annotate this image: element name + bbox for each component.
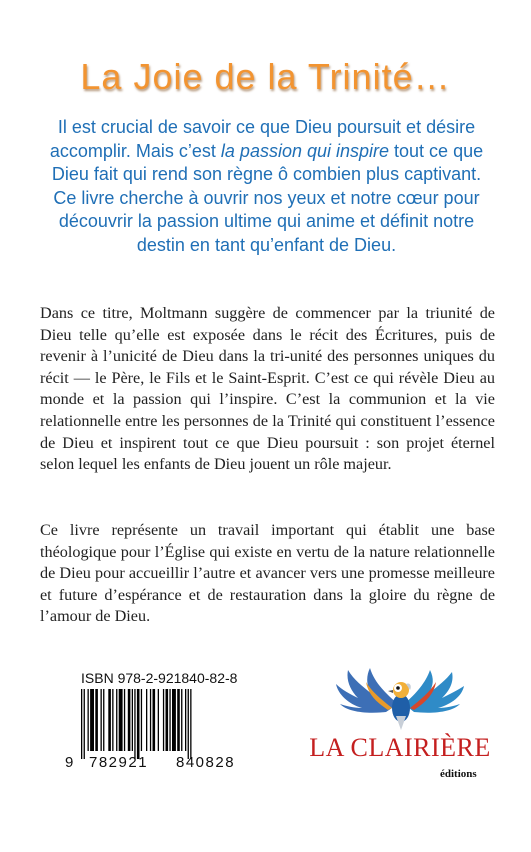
barcode-bar [169,689,170,751]
intro-text-end: tout ce que Dieu fait qui rend son règne ô combien plus captivant. Ce livre cherche à ouvrir nos yeux et notre cœur pour découvrir la passion ultime qui anime et définit notre destin en tant qu’enfant de Dieu. [51,140,484,255]
barcode-bar [132,689,133,751]
barcode-bar [119,689,123,751]
barcode-bar [84,689,85,759]
barcode-bar [108,689,111,751]
barcode-bar [185,689,186,751]
barcode-bar [172,689,176,751]
body-paragraph-1: Dans ce titre, Moltmann suggère de commencer par la triunité de Dieu telle qu’elle est exposée dans le récit des Écritures, puis de revenir à l’unicité de Dieu dans la tri-unité des personnes uniques du récit — le Père, le Fils et le Saint-Esprit. C’est ce qui révèle Dieu au monde et la passion qui l’inspire. C’est la communion et la vie relationnelle entre les personnes de la Trinité qui constituent l’essence de Dieu et inspirent tout ce que Dieu poursuit : son projet éternel selon lequel les enfants de Dieu jouent un rôle majeur. [40,304,495,474]
barcode-bar [190,689,191,759]
barcode-digit-first: 9 [65,754,74,771]
barcode-bar [177,689,180,751]
barcode-bar [137,689,140,759]
barcode-bar [112,689,113,751]
barcode-digits-left: 782921 [89,754,149,771]
barcode-bar [124,689,125,751]
barcode-bar [146,689,147,751]
barcode-bar [134,689,135,759]
barcode-bar [88,689,89,751]
barcode-bar [101,689,102,751]
intro-emphasis: la passion qui inspire [220,140,390,161]
barcode-bar [128,689,131,751]
publisher-name: LA CLAIRIÈRE [309,733,491,762]
barcode-bar [141,689,142,751]
barcode-bar [81,689,82,759]
body-paragraph-2: Ce livre représente un travail important qui établit une base théologique pour l’Église qui existe en vertu de la nature relationnelle de Dieu pour accueillir l’autre et avancer vers une promesse meilleure et future d’espérance et de restauration dans la gloire du règne de l’amour de Dieu. [40,521,495,626]
barcode-bar [163,689,164,751]
barcode-digits-right: 840828 [176,754,236,771]
barcode-bar [150,689,151,751]
barcode-bar [90,689,94,751]
barcode-bar [116,689,117,751]
barcode-bar [95,689,98,751]
barcode-bar [158,689,159,751]
barcode-bar [166,689,169,751]
barcode-bar [103,689,104,751]
barcode-bar [153,689,156,751]
bird-logo-icon [326,664,474,732]
publisher-subtitle: éditions [440,768,477,780]
intro-paragraph [38,116,495,258]
barcode [79,689,251,759]
barcode-bar [181,689,182,751]
barcode-bar [188,689,189,759]
isbn-label: ISBN 978-2-921840-82-8 [81,670,238,686]
intro-text-start: Il est crucial de savoir ce que Dieu poursuit et désire accomplir. Mais c’est [49,117,476,161]
book-title: La Joie de la Trinité… [80,56,451,97]
